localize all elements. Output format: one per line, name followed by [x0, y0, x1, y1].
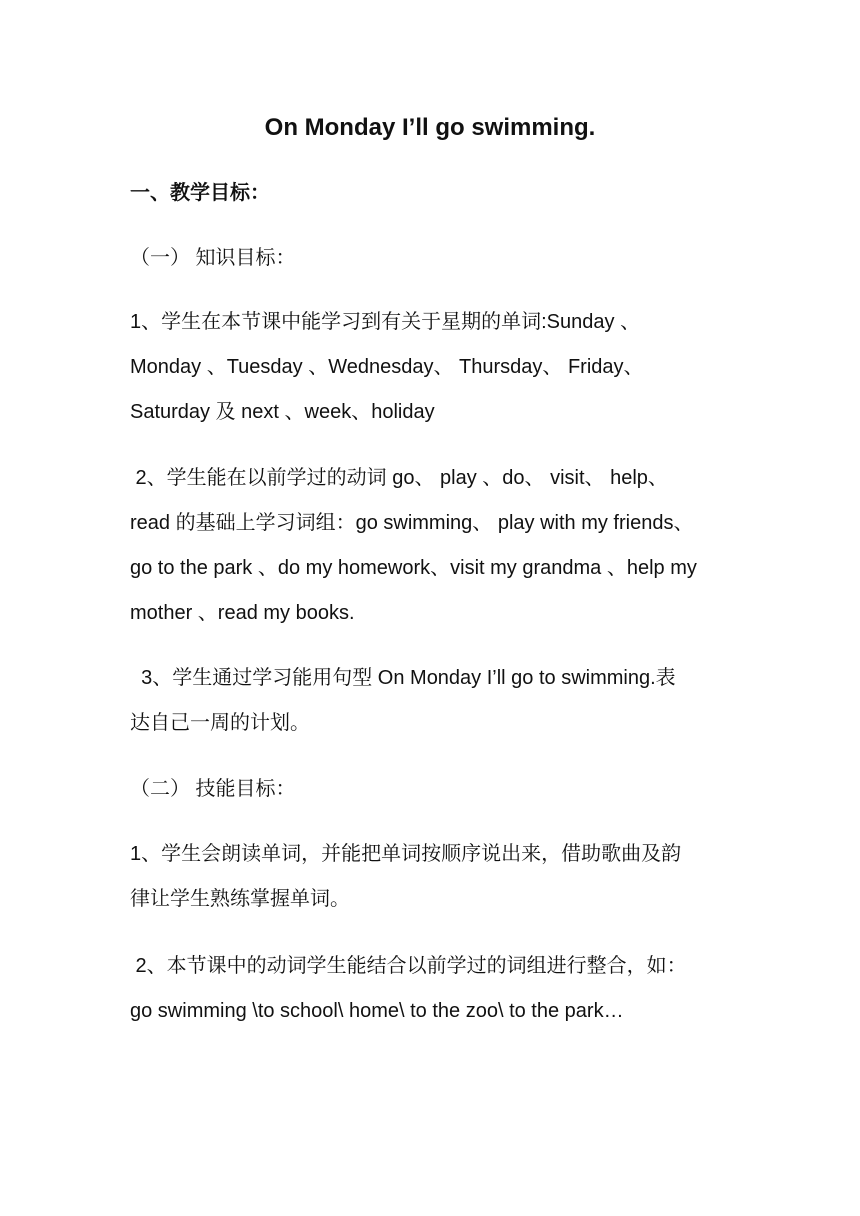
paragraph-line: 2、学生能在以前学过的动词 go、 play 、do、 visit、 help、 — [130, 467, 668, 489]
paragraph-line: 1、学生在本节课中能学习到有关于星期的单词:Sunday 、 — [130, 311, 641, 333]
document-title: On Monday I’ll go swimming. — [264, 114, 596, 141]
paragraph-line: 达自己一周的计划。 — [130, 712, 310, 734]
paragraph-line: Monday 、Tuesday 、Wednesday、 Thursday、 Friday、 — [130, 356, 644, 378]
paragraph-line: go swimming \to school\ home\ to the zoo\ to the park… — [130, 1000, 624, 1022]
paragraph-line: mother 、read my books. — [130, 602, 355, 624]
paragraph-line: 1、学生会朗读单词，并能把单词按顺序说出来，借助歌曲及韵 — [130, 843, 682, 865]
knowledge-item-2 — [130, 456, 730, 636]
paragraph-line: Saturday 及 next 、week、holiday — [130, 401, 435, 423]
subsection-label-skills: （二） 技能目标： — [130, 778, 296, 800]
paragraph-line: 2、本节课中的动词学生能结合以前学过的词组进行整合，如： — [130, 955, 687, 977]
knowledge-item-3 — [130, 656, 730, 746]
knowledge-item-1 — [130, 300, 730, 435]
paragraph-line: 3、学生通过学习能用句型 On Monday I’ll go to swimming.表 — [130, 667, 676, 689]
paragraph-line: go to the park 、do my homework、visit my grandma 、help my — [130, 557, 697, 579]
paragraph-line: read 的基础上学习词组：go swimming、 play with my friends、 — [130, 512, 694, 534]
skills-item-2 — [130, 944, 730, 1034]
skills-item-1 — [130, 832, 730, 922]
paragraph-line: 律让学生熟练掌握单词。 — [130, 888, 350, 910]
subsection-label-knowledge: （一） 知识目标： — [130, 247, 296, 269]
section-heading-teaching-goals: 一、教学目标： — [130, 182, 270, 204]
